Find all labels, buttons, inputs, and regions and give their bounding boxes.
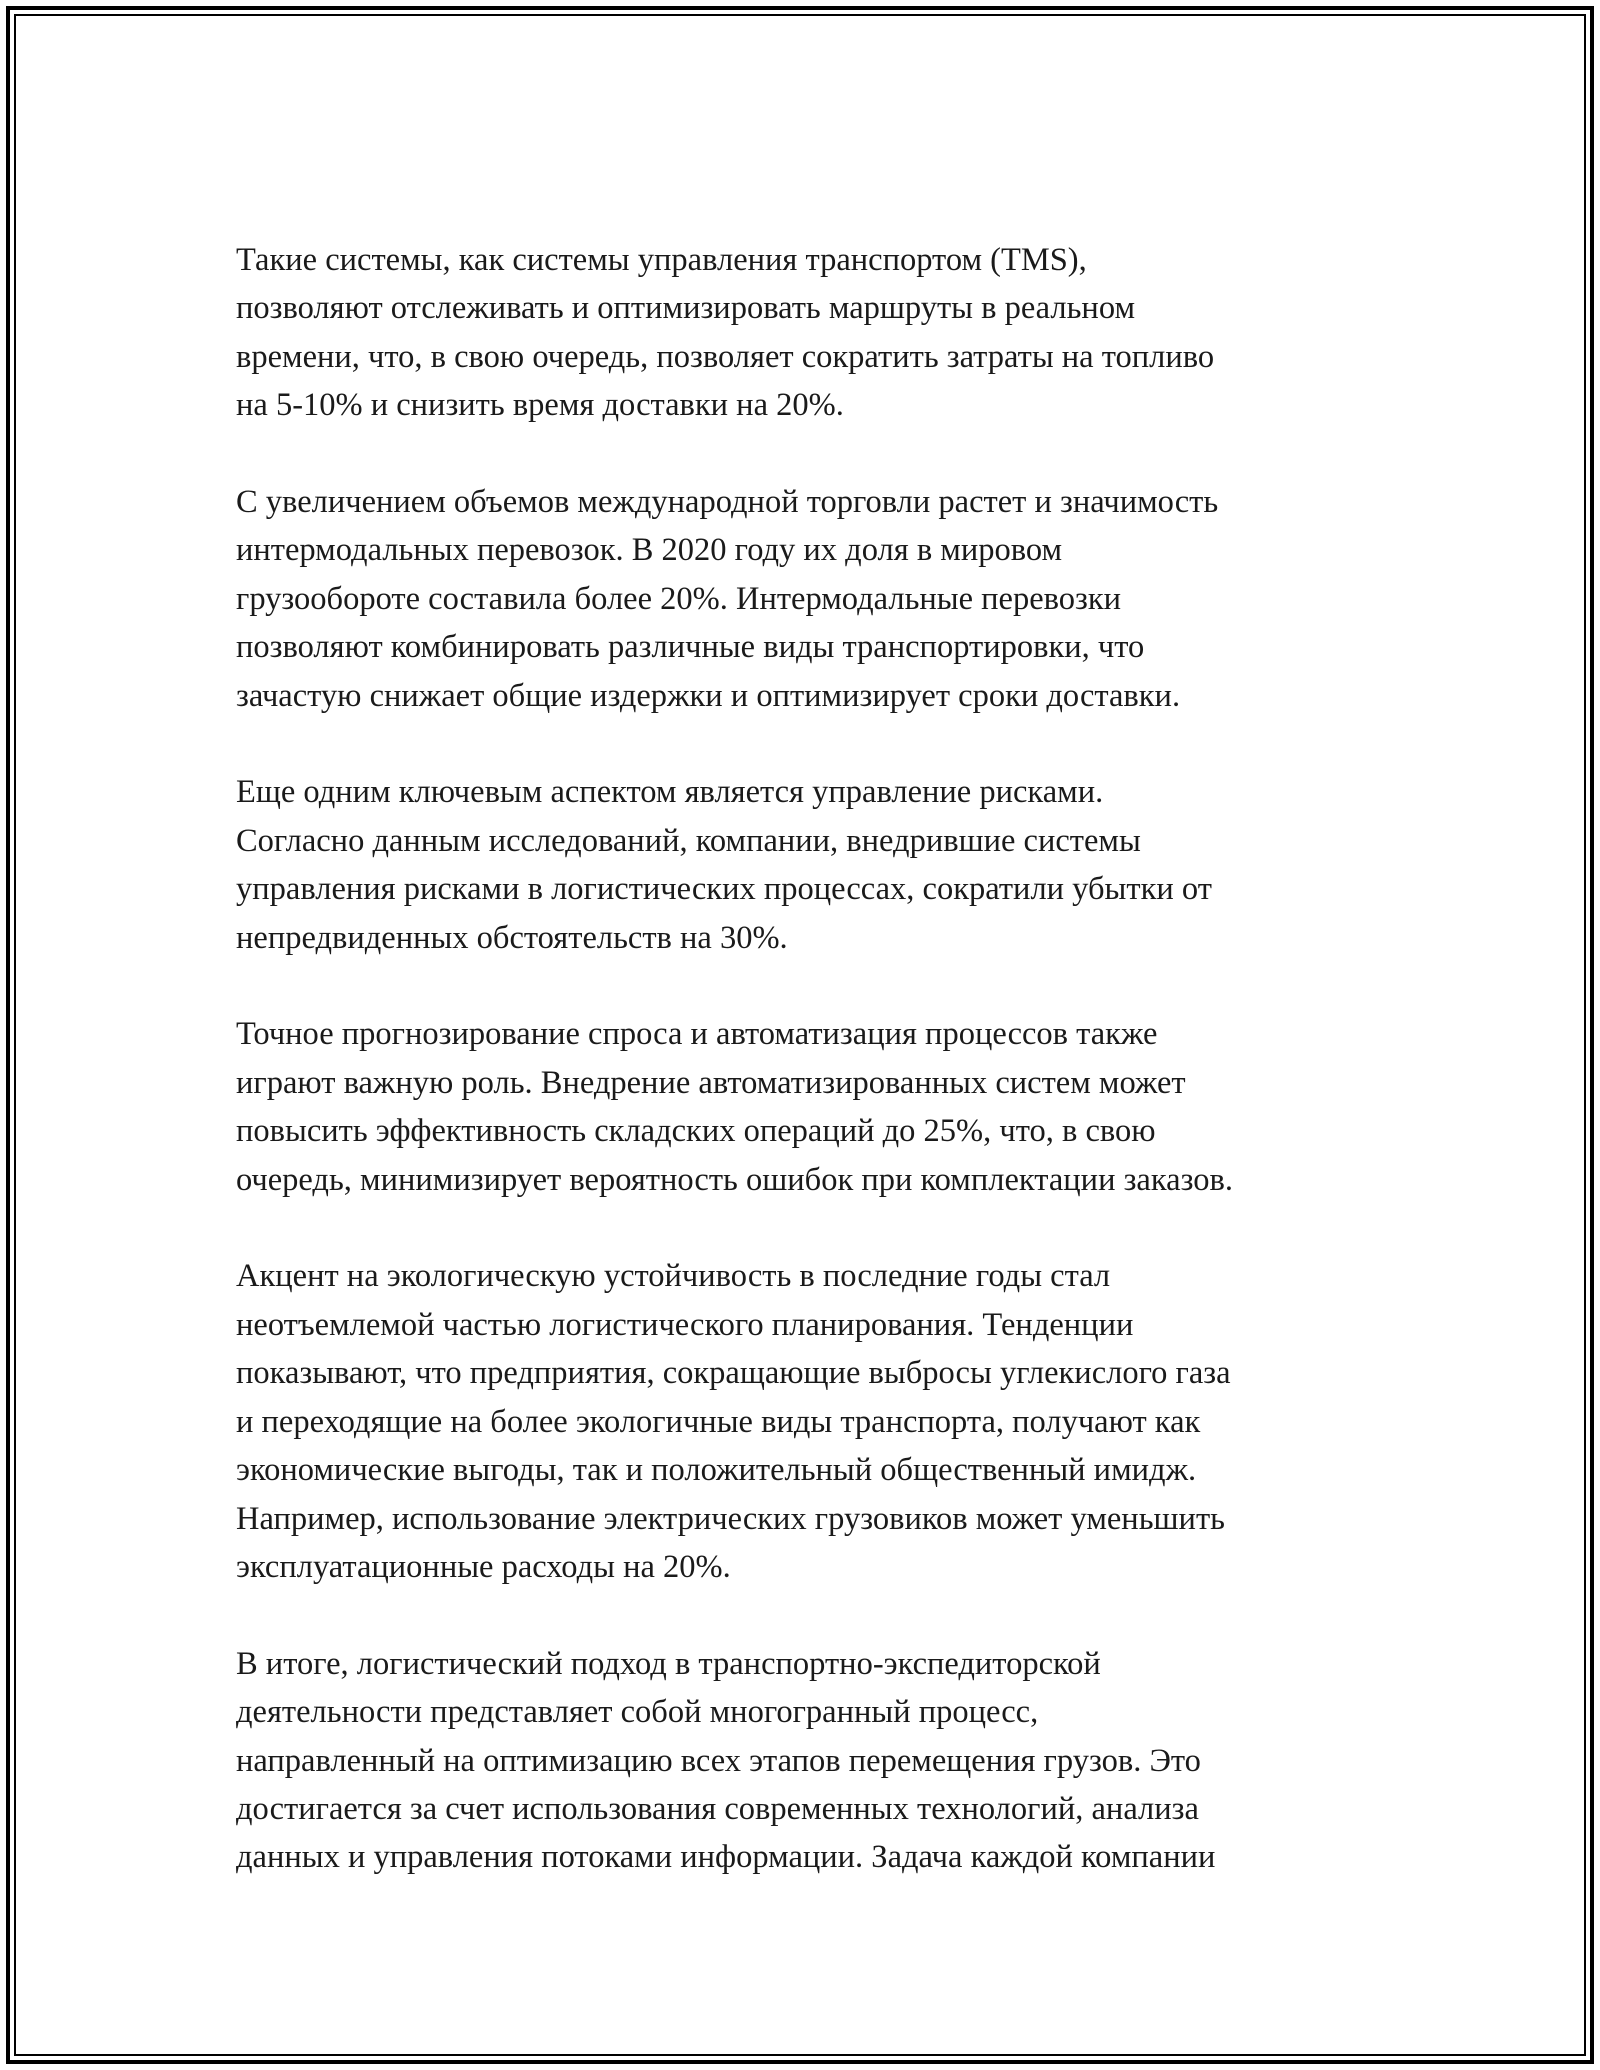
text-line: Такие системы, как системы управления транспортом (TMS),	[236, 242, 1087, 278]
text-line: непредвиденных обстоятельств на 30%.	[236, 919, 788, 956]
text-line: достигается за счет использования современных технологий, анализа	[236, 1790, 1199, 1827]
text-line: показывают, что предприятия, сокращающие выбросы углекислого газа	[236, 1355, 1231, 1392]
text-line: В итоге, логистический подход в транспортно-экспедиторской	[236, 1645, 1101, 1682]
text-line: повысить эффективность складских операций до 25%, что, в свою	[236, 1113, 1156, 1150]
text-line: Например, использование электрических грузовиков может уменьшить	[236, 1500, 1225, 1537]
paragraph	[236, 1010, 1386, 1204]
text-line: на 5-10% и снизить время доставки на 20%.	[236, 387, 844, 424]
text-line: позволяют комбинировать различные виды транспортировки, что	[236, 629, 1145, 666]
text-line: Согласно данным исследований, компании, внедрившие системы	[236, 822, 1141, 859]
document-body	[236, 236, 1386, 1930]
text-line: Точное прогнозирование спроса и автоматизация процессов также	[236, 1016, 1158, 1053]
text-line: управления рисками в логистических процессах, сократили убытки от	[236, 871, 1212, 908]
text-line: экономические выгоды, так и положительный общественный имидж.	[236, 1452, 1197, 1489]
text-line: грузообороте составила более 20%. Интермодальные перевозки	[236, 580, 1122, 617]
text-line: и переходящие на более экологичные виды транспорта, получают как	[236, 1403, 1201, 1440]
paragraph	[236, 236, 1386, 430]
text-line: зачастую снижает общие издержки и оптимизирует сроки доставки.	[236, 677, 1181, 714]
text-line: неотъемлемой частью логистического планирования. Тенденции	[236, 1306, 1134, 1343]
text-line: позволяют отслеживать и оптимизировать маршруты в реальном	[236, 290, 1136, 327]
paragraph	[236, 478, 1386, 720]
paragraph	[236, 1252, 1386, 1591]
text-line: данных и управления потоками информации. Задача каждой компании	[236, 1839, 1216, 1876]
text-line: интермодальных перевозок. В 2020 году их доля в мировом	[236, 532, 1063, 569]
text-line: Акцент на экологическую устойчивость в последние годы стал	[236, 1258, 1111, 1295]
paragraph	[236, 1640, 1386, 1882]
text-line: играют важную роль. Внедрение автоматизированных систем может	[236, 1064, 1186, 1101]
text-line: направленный на оптимизацию всех этапов перемещения грузов. Это	[236, 1742, 1201, 1779]
text-line: времени, что, в свою очередь, позволяет сократить затраты на топливо	[236, 338, 1215, 375]
text-line: деятельности представляет собой многогранный процесс,	[236, 1694, 1039, 1731]
paragraph	[236, 768, 1386, 962]
text-line: эксплуатационные расходы на 20%.	[236, 1548, 731, 1585]
text-line: Еще одним ключевым аспектом является управление рисками.	[236, 774, 1104, 811]
text-line: С увеличением объемов международной торговли растет и значимость	[236, 484, 1219, 521]
text-line: очередь, минимизирует вероятность ошибок при комплектации заказов.	[236, 1161, 1233, 1198]
